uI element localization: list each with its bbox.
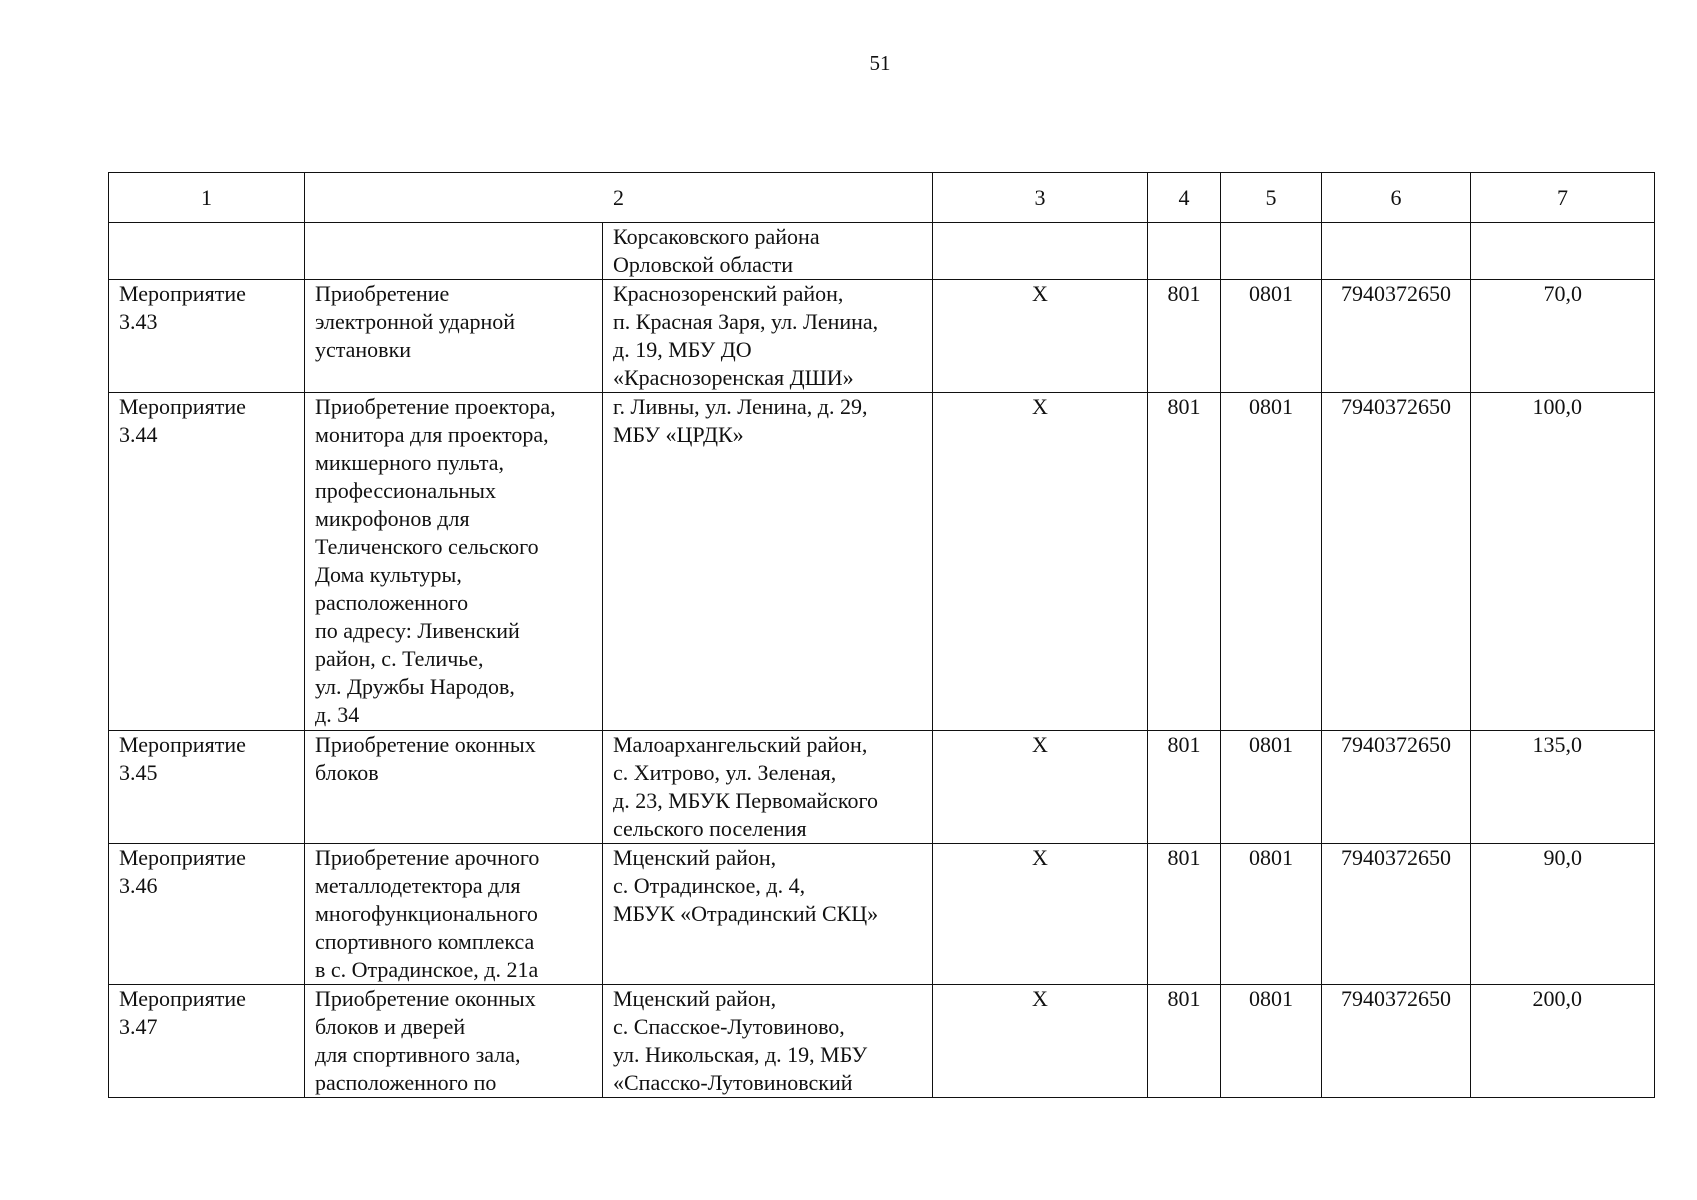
col3-cell: Х — [933, 280, 1148, 393]
address-cell: Мценский район, с. Спасское-Лутовиново, ул. Никольская, д. 19, МБУ «Спасско-Лутовиновский — [603, 985, 933, 1098]
col6-cell — [1322, 223, 1471, 280]
description-cell: Приобретение оконных блоков и дверей для спортивного зала, расположенного по — [305, 985, 603, 1098]
col4-cell: 801 — [1148, 844, 1221, 985]
col7-cell — [1471, 223, 1655, 280]
col5-cell: 0801 — [1221, 280, 1322, 393]
col6-cell: 7940372650 — [1322, 280, 1471, 393]
measure-cell: Мероприятие 3.46 — [109, 844, 305, 985]
measure-cell: Мероприятие 3.45 — [109, 731, 305, 844]
col7-cell: 90,0 — [1471, 844, 1655, 985]
col4-cell: 801 — [1148, 985, 1221, 1098]
page-number: 51 — [869, 51, 891, 75]
col5-cell: 0801 — [1221, 985, 1322, 1098]
col7-cell: 200,0 — [1471, 985, 1655, 1098]
description-cell: Приобретение проектора, монитора для проектора, микшерного пульта, профессиональных микрофонов для Теличенского сельского Дома культуры, расположенного по адресу: Ливенский район, с. Теличье, ул. Дружбы Народов, д. 34 — [305, 393, 603, 731]
col3-cell: Х — [933, 844, 1148, 985]
col4-cell: 801 — [1148, 393, 1221, 731]
address-cell: г. Ливны, ул. Ленина, д. 29, МБУ «ЦРДК» — [603, 393, 933, 731]
measure-cell: Мероприятие 3.44 — [109, 393, 305, 731]
measure-cell: Мероприятие 3.43 — [109, 280, 305, 393]
table-row — [109, 731, 1655, 844]
header-col-1: 1 — [109, 173, 305, 223]
address-cell: Малоархангельский район, с. Хитрово, ул. Зеленая, д. 23, МБУК Первомайского сельского поселения — [603, 731, 933, 844]
description-cell: Приобретение арочного металлодетектора для многофункционального спортивного комплекса в с. Отрадинское, д. 21а — [305, 844, 603, 985]
col4-cell: 801 — [1148, 731, 1221, 844]
col3-cell: Х — [933, 731, 1148, 844]
col7-cell: 135,0 — [1471, 731, 1655, 844]
table-row — [109, 280, 1655, 393]
header-row — [109, 173, 1655, 223]
col6-cell: 7940372650 — [1322, 985, 1471, 1098]
col6-cell: 7940372650 — [1322, 844, 1471, 985]
col3-cell: Х — [933, 393, 1148, 731]
col4-cell — [1148, 223, 1221, 280]
col5-cell: 0801 — [1221, 731, 1322, 844]
header-col-2: 2 — [305, 173, 933, 223]
table-row — [109, 985, 1655, 1098]
budget-table — [108, 172, 1655, 1098]
col7-cell: 100,0 — [1471, 393, 1655, 731]
col5-cell: 0801 — [1221, 393, 1322, 731]
col5-cell — [1221, 223, 1322, 280]
description-cell — [305, 223, 603, 280]
table-row — [109, 393, 1655, 731]
address-cell: Краснозоренский район, п. Красная Заря, ул. Ленина, д. 19, МБУ ДО «Краснозоренская ДШИ» — [603, 280, 933, 393]
header-col-5: 5 — [1221, 173, 1322, 223]
col4-cell: 801 — [1148, 280, 1221, 393]
col6-cell: 7940372650 — [1322, 393, 1471, 731]
table-row-continuation — [109, 223, 1655, 280]
description-cell: Приобретение оконных блоков — [305, 731, 603, 844]
measure-cell — [109, 223, 305, 280]
measure-cell: Мероприятие 3.47 — [109, 985, 305, 1098]
address-cell: Мценский район, с. Отрадинское, д. 4, МБУК «Отрадинский СКЦ» — [603, 844, 933, 985]
table-row — [109, 844, 1655, 985]
col6-cell: 7940372650 — [1322, 731, 1471, 844]
col3-cell: Х — [933, 985, 1148, 1098]
col7-cell: 70,0 — [1471, 280, 1655, 393]
header-col-4: 4 — [1148, 173, 1221, 223]
header-col-7: 7 — [1471, 173, 1655, 223]
header-col-3: 3 — [933, 173, 1148, 223]
address-cell: Корсаковского района Орловской области — [603, 223, 933, 280]
header-col-6: 6 — [1322, 173, 1471, 223]
col5-cell: 0801 — [1221, 844, 1322, 985]
description-cell: Приобретение электронной ударной установки — [305, 280, 603, 393]
col3-cell — [933, 223, 1148, 280]
